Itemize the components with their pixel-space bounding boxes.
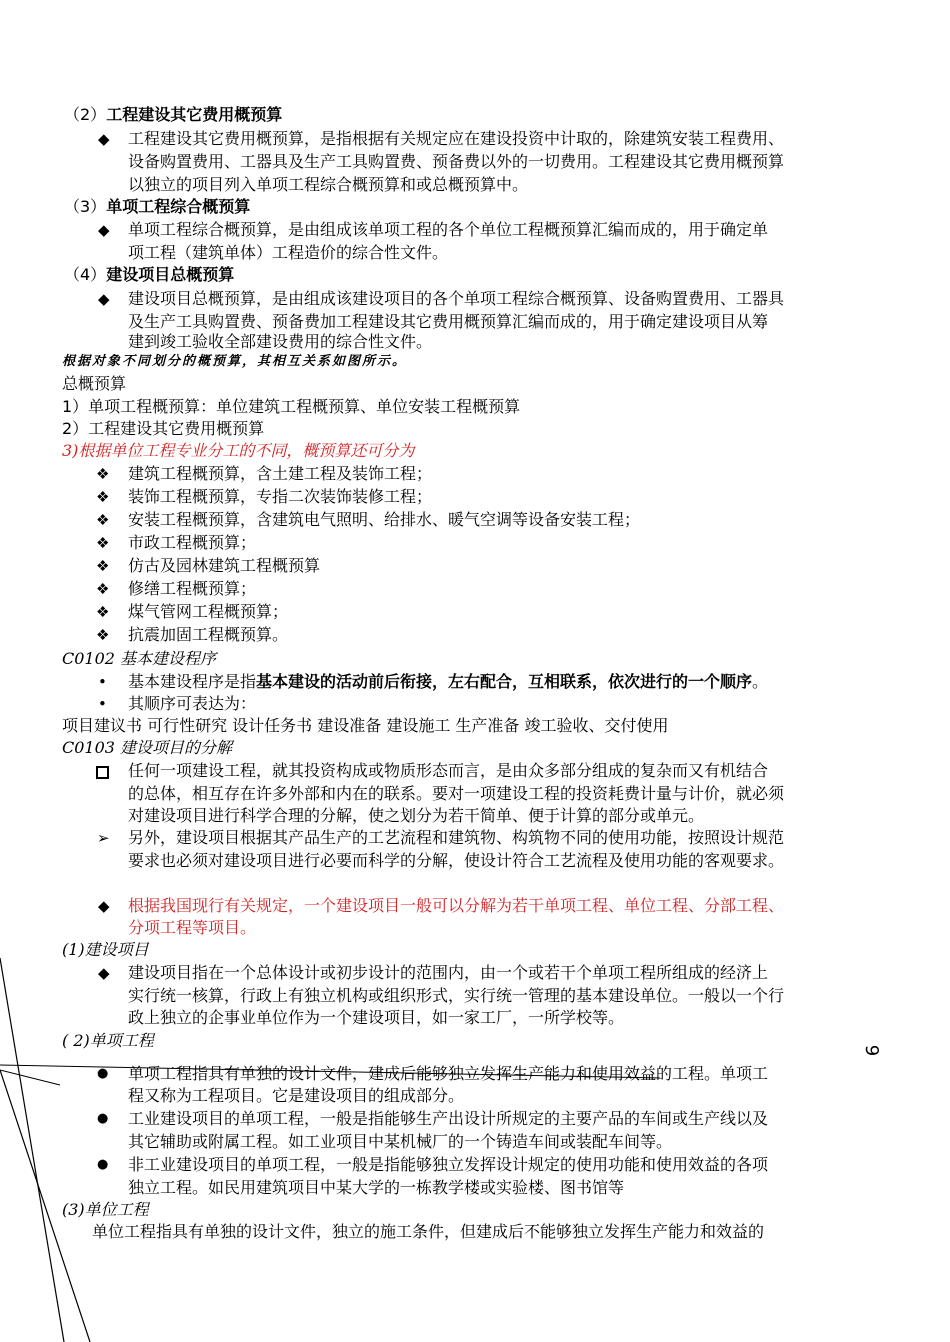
summary-title: 总概预算 [62, 374, 127, 393]
dwgc-line: 单位工程指具有单独的设计文件，独立的施工条件，但建成后不能够独立发挥生产能力和效益的 [92, 1222, 765, 1241]
dxgc-b2-line-2: 其它辅助或附属工程。如工业项目中某机械厂的一个铸造车间或装配车间等。 [128, 1132, 673, 1151]
dxgc-b3-line-1: 非工业建设项目的单项工程，一般是指能够独立发挥设计规定的使用功能和使用效益的各项 [128, 1155, 769, 1174]
diamond-bullet-icon: ◆ [98, 130, 110, 148]
sec3-line-1: 单项工程综合概预算，是由组成该单项工程的各个单位工程概预算汇编而成的，用于确定单 [128, 220, 769, 239]
filled-circle-bullet-icon: ● [97, 1111, 109, 1126]
specialty-item: 装饰工程概预算，专指二次装饰装修工程； [128, 487, 433, 506]
specialty-item: 修缮工程概预算； [128, 579, 257, 598]
section-4-heading: （4）建设项目总概预算 [64, 265, 235, 284]
filled-circle-bullet-icon: ● [97, 1157, 109, 1172]
diamond-bullet-icon: ◆ [98, 964, 110, 982]
c0103-p1-line-3: 对建设项目进行科学合理的分解，使之划分为若干简单、便于计算的部分或单元。 [128, 806, 705, 825]
section-3-heading: （3）单项工程综合概预算 [64, 197, 251, 216]
sec2-line-1: 工程建设其它费用概预算，是指根据有关规定应在建设投资中计取的，除建筑安装工程费用、 [128, 129, 785, 148]
four-diamond-bullet-icon: ❖ [96, 580, 110, 598]
summary-item-1: 1）单项工程概预算：单位建筑工程概预算、单位安装工程概预算 [62, 397, 521, 416]
jsxm-heading: (1)建设项目 [62, 940, 149, 959]
diamond-bullet-icon: ◆ [98, 221, 110, 239]
c0103-p2-line-2: 要求也必须对建设项目进行必要而科学的分解，使设计符合工艺流程及使用功能的客观要求。 [128, 851, 785, 870]
dxgc-b1-line-2: 程又称为工程项目。它是建设项目的组成部分。 [128, 1086, 465, 1105]
four-diamond-bullet-icon: ❖ [96, 534, 110, 552]
dxgc-b2-line-1: 工业建设项目的单项工程，一般是指能够生产出设计所规定的主要产品的车间或生产线以及 [128, 1109, 769, 1128]
c0103-p1-line-1: 任何一项建设工程，就其投资构成或物质形态而言，是由众多部分组成的复杂而又有机结合 [128, 761, 769, 780]
hollow-square-bullet-icon [96, 766, 109, 779]
four-diamond-bullet-icon: ❖ [96, 557, 110, 575]
jsxm-line-1: 建设项目指在一个总体设计或初步设计的范围内，由一个或若干个单项工程所组成的经济上 [128, 963, 769, 982]
dxgc-b3-line-2: 独立工程。如民用建筑项目中某大学的一栋教学楼或实验楼、图书馆等 [128, 1178, 625, 1197]
summary-item-3: 3)根据单位工程专业分工的不同，概预算还可分为 [62, 441, 415, 460]
sec3-line-2: 项工程（建筑单体）工程造价的综合性文件。 [128, 243, 449, 262]
sec2-line-2: 设备购置费用、工器具及生产工具购置费、预备费以外的一切费用。工程建设其它费用概预算 [128, 152, 785, 171]
diamond-bullet-icon: ◆ [98, 290, 110, 308]
section-2-heading: （2）工程建设其它费用概预算 [64, 105, 283, 124]
sec4-line-1: 建设项目总概预算，是由组成该建设项目的各个单项工程综合概预算、设备购置费用、工器具 [128, 289, 785, 308]
arrowhead-bullet-icon: ➢ [97, 829, 110, 847]
sec4-line-3: 建到竣工验收全部建设费用的综合性文件。 [128, 332, 433, 351]
dot-bullet-icon: • [98, 695, 107, 713]
c0103-p2-line-1: 另外，建设项目根据其产品生产的工艺流程和建筑物、构筑物不同的使用功能，按照设计规范 [128, 828, 785, 847]
c0103-p3-line-1: 根据我国现行有关规定，一个建设项目一般可以分解为若干单项工程、单位工程、分部工程、 [128, 896, 785, 915]
sec2-line-3: 以独立的项目列入单项工程综合概预算和或总概预算中。 [128, 175, 529, 194]
filled-circle-bullet-icon: ● [97, 1066, 109, 1081]
specialty-item: 抗震加固工程概预算。 [128, 625, 289, 644]
c0103-heading: C0103 建设项目的分解 [62, 738, 233, 757]
relation-note: 根据对象不同划分的概预算，其相互关系如图所示。 [62, 354, 408, 369]
four-diamond-bullet-icon: ❖ [96, 511, 110, 529]
page-number: 9 [861, 1044, 883, 1057]
specialty-item: 安装工程概预算，含建筑电气照明、给排水、暖气空调等设备安装工程； [128, 510, 641, 529]
diamond-bullet-icon: ◆ [98, 897, 110, 915]
c0103-p1-line-2: 的总体，相互存在许多外部和内在的联系。要对一项建设工程的投资耗费计量与计价，就必须 [128, 784, 785, 803]
sec4-line-2: 及生产工具购置费、预备费加工程建设其它费用概预算汇编而成的，用于确定建设项目从筹 [128, 312, 769, 331]
specialty-item: 市政工程概预算； [128, 533, 257, 552]
jsxm-line-3: 政上独立的企事业单位作为一个建设项目，如一家工厂，一所学校等。 [128, 1008, 625, 1027]
jsxm-line-2: 实行统一核算，行政上有独立机构或组织形式，实行统一管理的基本建设单位。一般以一个行 [128, 986, 785, 1005]
four-diamond-bullet-icon: ❖ [96, 465, 110, 483]
dxgc-heading: ( 2)单项工程 [62, 1031, 154, 1050]
c0103-p3-line-2: 分项工程等项目。 [128, 918, 257, 937]
four-diamond-bullet-icon: ❖ [96, 603, 110, 621]
c0102-item-1: 基本建设程序是指基本建设的活动前后衔接，左右配合，互相联系，依次进行的一个顺序。 [128, 672, 769, 691]
specialty-item: 仿古及园林建筑工程概预算 [128, 556, 321, 575]
dwgc-heading: (3)单位工程 [62, 1200, 149, 1219]
dxgc-b1-line-1: 单项工程指具有单独的设计文件，建成后能够独立发挥生产能力和使用效益的工程。单项工 [128, 1064, 769, 1083]
dot-bullet-icon: • [98, 673, 107, 691]
c0102-heading: C0102 基本建设程序 [62, 649, 217, 668]
specialty-item: 煤气管网工程概预算； [128, 602, 289, 621]
specialty-item: 建筑工程概预算，含土建工程及装饰工程； [128, 464, 433, 483]
c0102-sequence: 项目建议书 可行性研究 设计任务书 建设准备 建设施工 生产准备 竣工验收、交付使用 [62, 716, 669, 735]
four-diamond-bullet-icon: ❖ [96, 626, 110, 644]
summary-item-2: 2）工程建设其它费用概预算 [62, 419, 265, 438]
c0102-item-2: 其顺序可表达为： [128, 694, 257, 713]
four-diamond-bullet-icon: ❖ [96, 488, 110, 506]
